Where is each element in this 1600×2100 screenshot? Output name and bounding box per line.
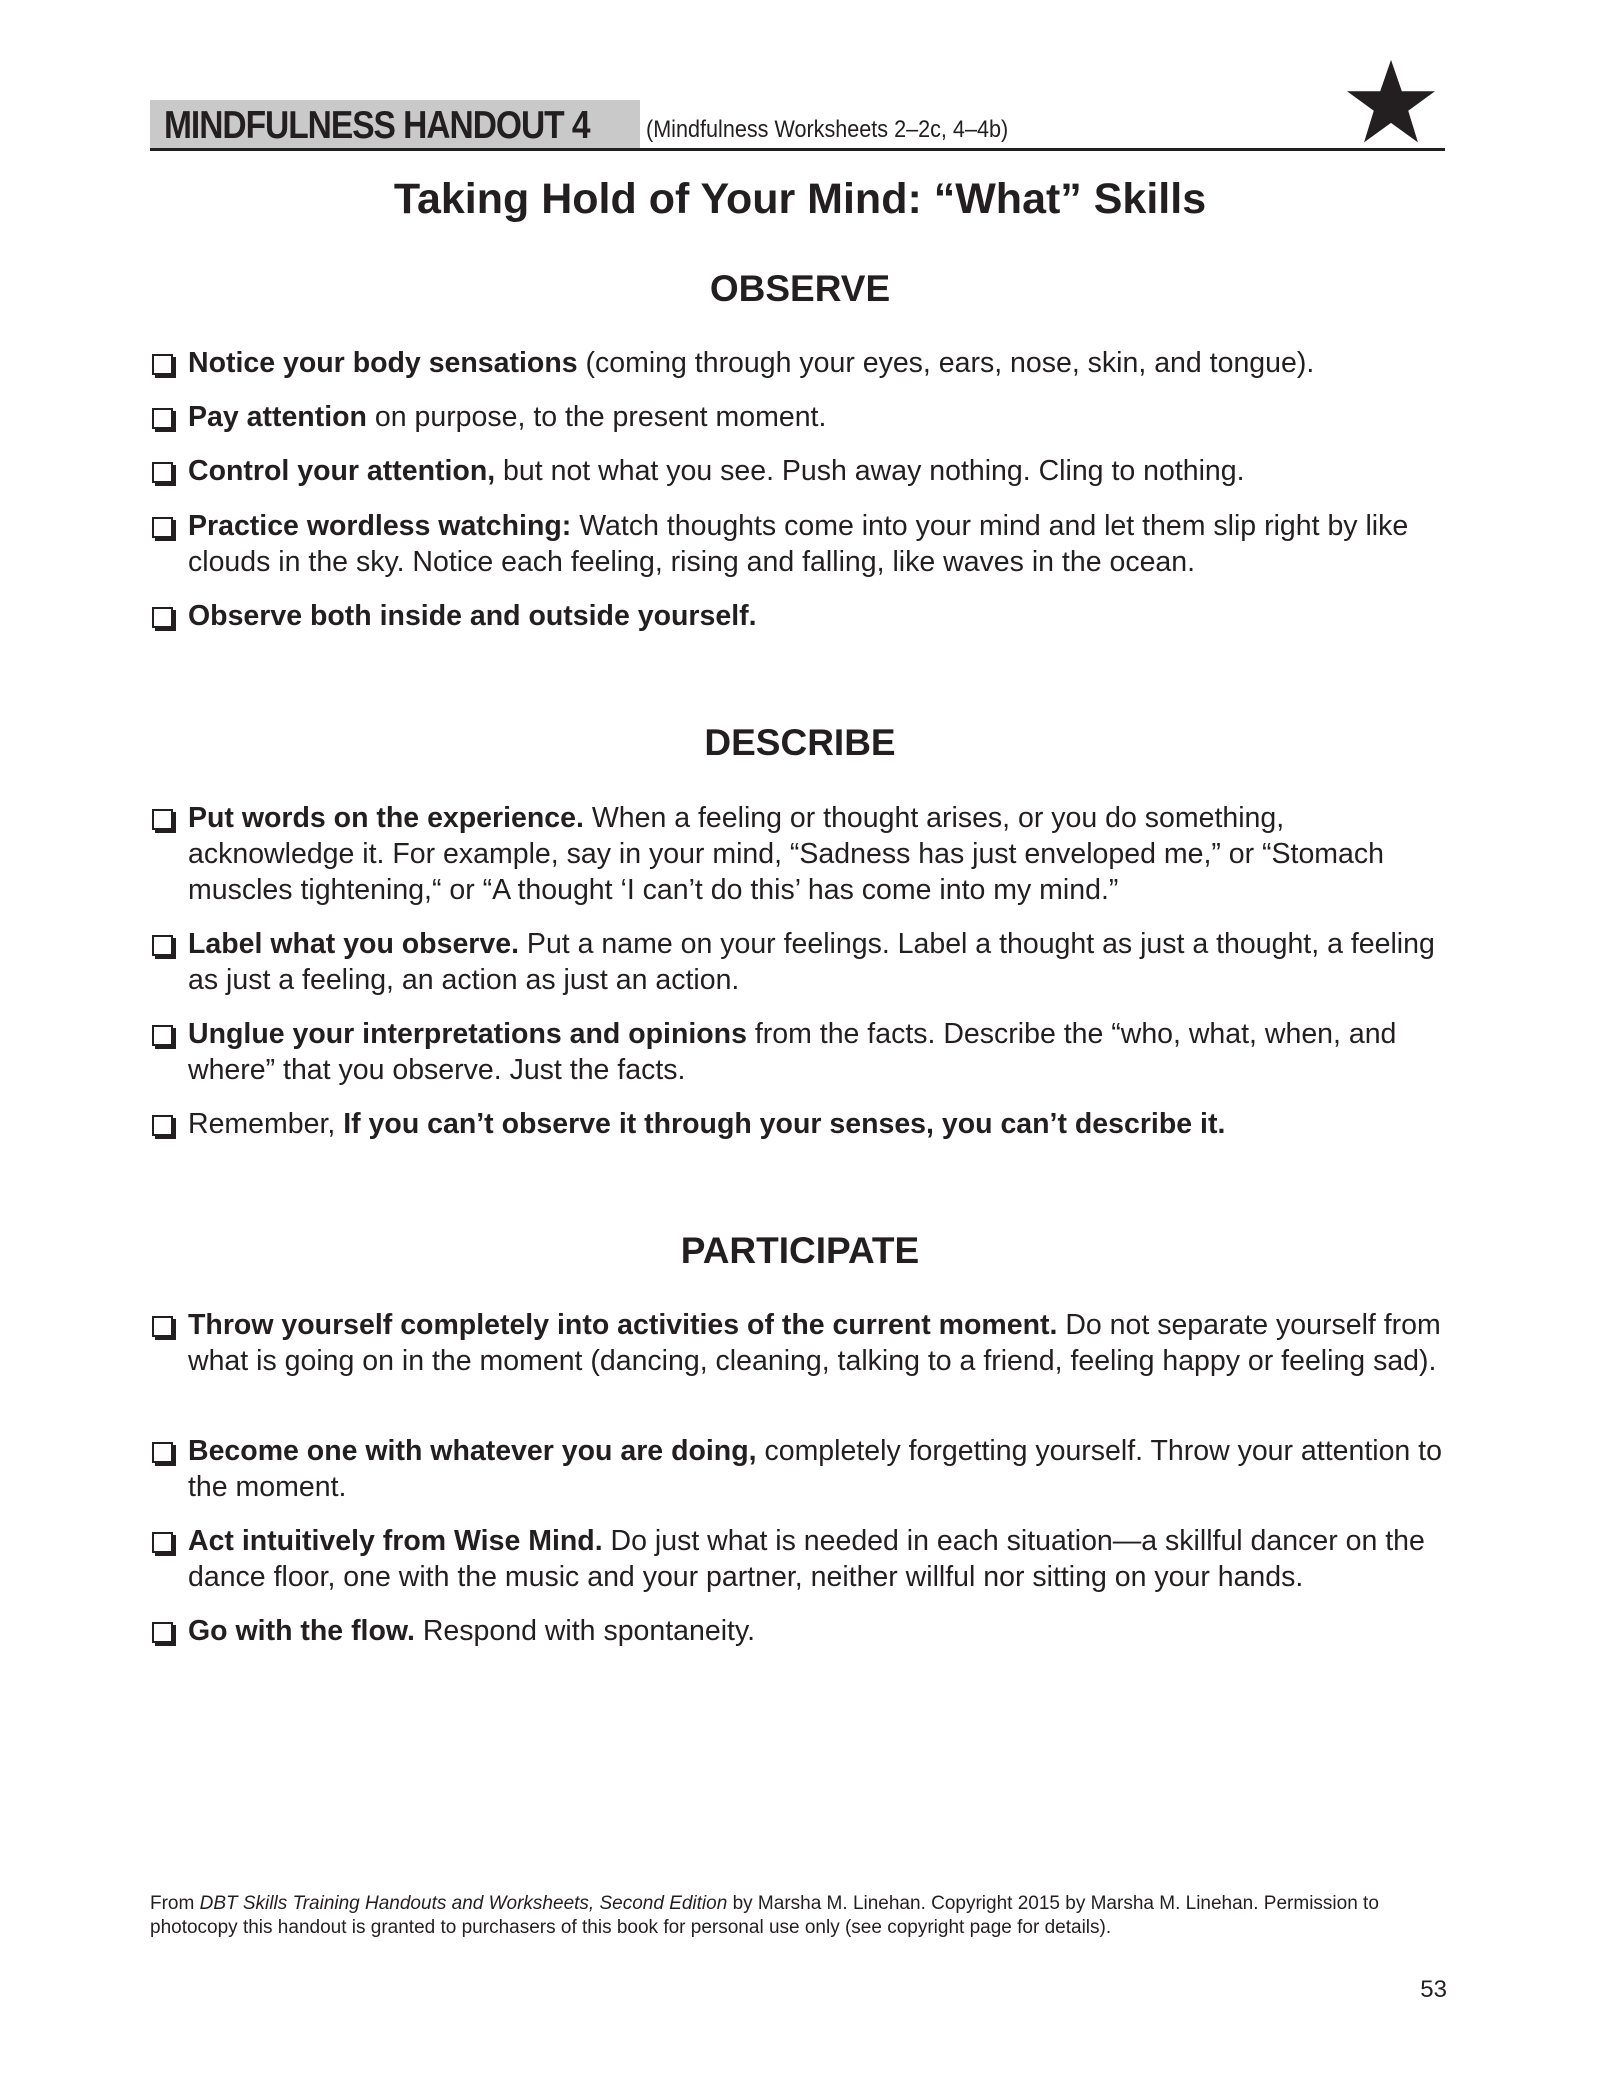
item-text: Unglue your interpretations and opinions from the facts. Describe the “who, what, when, and where” that you observe. Just the facts. bbox=[188, 1018, 1397, 1086]
header-rule bbox=[150, 148, 1445, 151]
item-text: Become one with whatever you are doing, completely forgetting yourself. Throw your attention to the moment. bbox=[188, 1435, 1442, 1503]
checkbox[interactable] bbox=[152, 1025, 173, 1046]
checkbox[interactable] bbox=[152, 408, 173, 429]
page-number: 53 bbox=[1420, 1976, 1447, 2003]
item-text: Control your attention, but not what you see. Push away nothing. Cling to nothing. bbox=[188, 455, 1245, 487]
item-text: Throw yourself completely into activities of the current moment. Do not separate yourself from what is going on in the moment (dancing, cleaning, talking to a friend, feeling happy or feeling sad). bbox=[188, 1309, 1441, 1377]
checkbox[interactable] bbox=[152, 607, 173, 628]
checkbox[interactable] bbox=[152, 809, 173, 830]
handout-label-box bbox=[150, 100, 640, 148]
section-heading-observe: OBSERVE bbox=[709, 268, 891, 309]
page-title: Taking Hold of Your Mind: “What” Skills bbox=[393, 175, 1207, 223]
handout-header bbox=[150, 100, 1445, 150]
item-text: Notice your body sensations (coming through your eyes, ears, nose, skin, and tongue). bbox=[188, 347, 1315, 379]
item-text: Practice wordless watching: Watch thoughts come into your mind and let them slip right by like clouds in the sky. Notice each feeling, rising and falling, like waves in the ocean. bbox=[188, 510, 1409, 578]
checkbox[interactable] bbox=[152, 1532, 173, 1553]
checkbox[interactable] bbox=[152, 1316, 173, 1337]
item-text: Act intuitively from Wise Mind. Do just what is needed in each situation—a skillful dancer on the dance floor, one with the music and your partner, neither willful nor sitting on your hands. bbox=[188, 1525, 1425, 1593]
book-title: DBT Skills Training Handouts and Worksheets, Second Edition bbox=[199, 1893, 728, 1914]
worksheets-reference: (Mindfulness Worksheets 2–2c, 4–4b) bbox=[646, 116, 1009, 143]
copyright-footer: From DBT Skills Training Handouts and Worksheets, Second Edition by Marsha M. Linehan. Copyright 2015 by Marsha M. Linehan. Permission to photocopy this handout is granted to purchasers of this book for personal use only (see copyright page for details). bbox=[150, 1893, 1379, 1938]
handout-label: MINDFULNESS HANDOUT 4 bbox=[164, 104, 590, 147]
item-text: Label what you observe. Put a name on your feelings. Label a thought as just a thought, a feeling as just a feeling, an action as just an action. bbox=[188, 928, 1435, 996]
checkbox[interactable] bbox=[152, 354, 173, 375]
checkbox[interactable] bbox=[152, 462, 173, 483]
checkbox[interactable] bbox=[152, 935, 173, 956]
star-icon bbox=[1345, 58, 1437, 146]
item-text: Put words on the experience. When a feeling or thought arises, or you do something, acknowledge it. For example, say in your mind, “Sadness has just enveloped me,” or “Stomach muscles tightening,“ or “A thought ‘I can’t do this’ has come into my mind.” bbox=[188, 802, 1384, 906]
checkbox[interactable] bbox=[152, 1622, 173, 1643]
checkbox[interactable] bbox=[152, 517, 173, 538]
item-text: Remember, If you can’t observe it through your senses, you can’t describe it. bbox=[188, 1108, 1226, 1140]
section-heading-participate: PARTICIPATE bbox=[680, 1230, 920, 1271]
item-text: Observe both inside and outside yourself. bbox=[188, 600, 757, 632]
section-heading-describe: DESCRIBE bbox=[704, 722, 896, 763]
checkbox[interactable] bbox=[152, 1442, 173, 1463]
checkbox[interactable] bbox=[152, 1115, 173, 1136]
item-text: Pay attention on purpose, to the present moment. bbox=[188, 401, 827, 433]
item-text: Go with the flow. Respond with spontaneity. bbox=[188, 1615, 756, 1647]
